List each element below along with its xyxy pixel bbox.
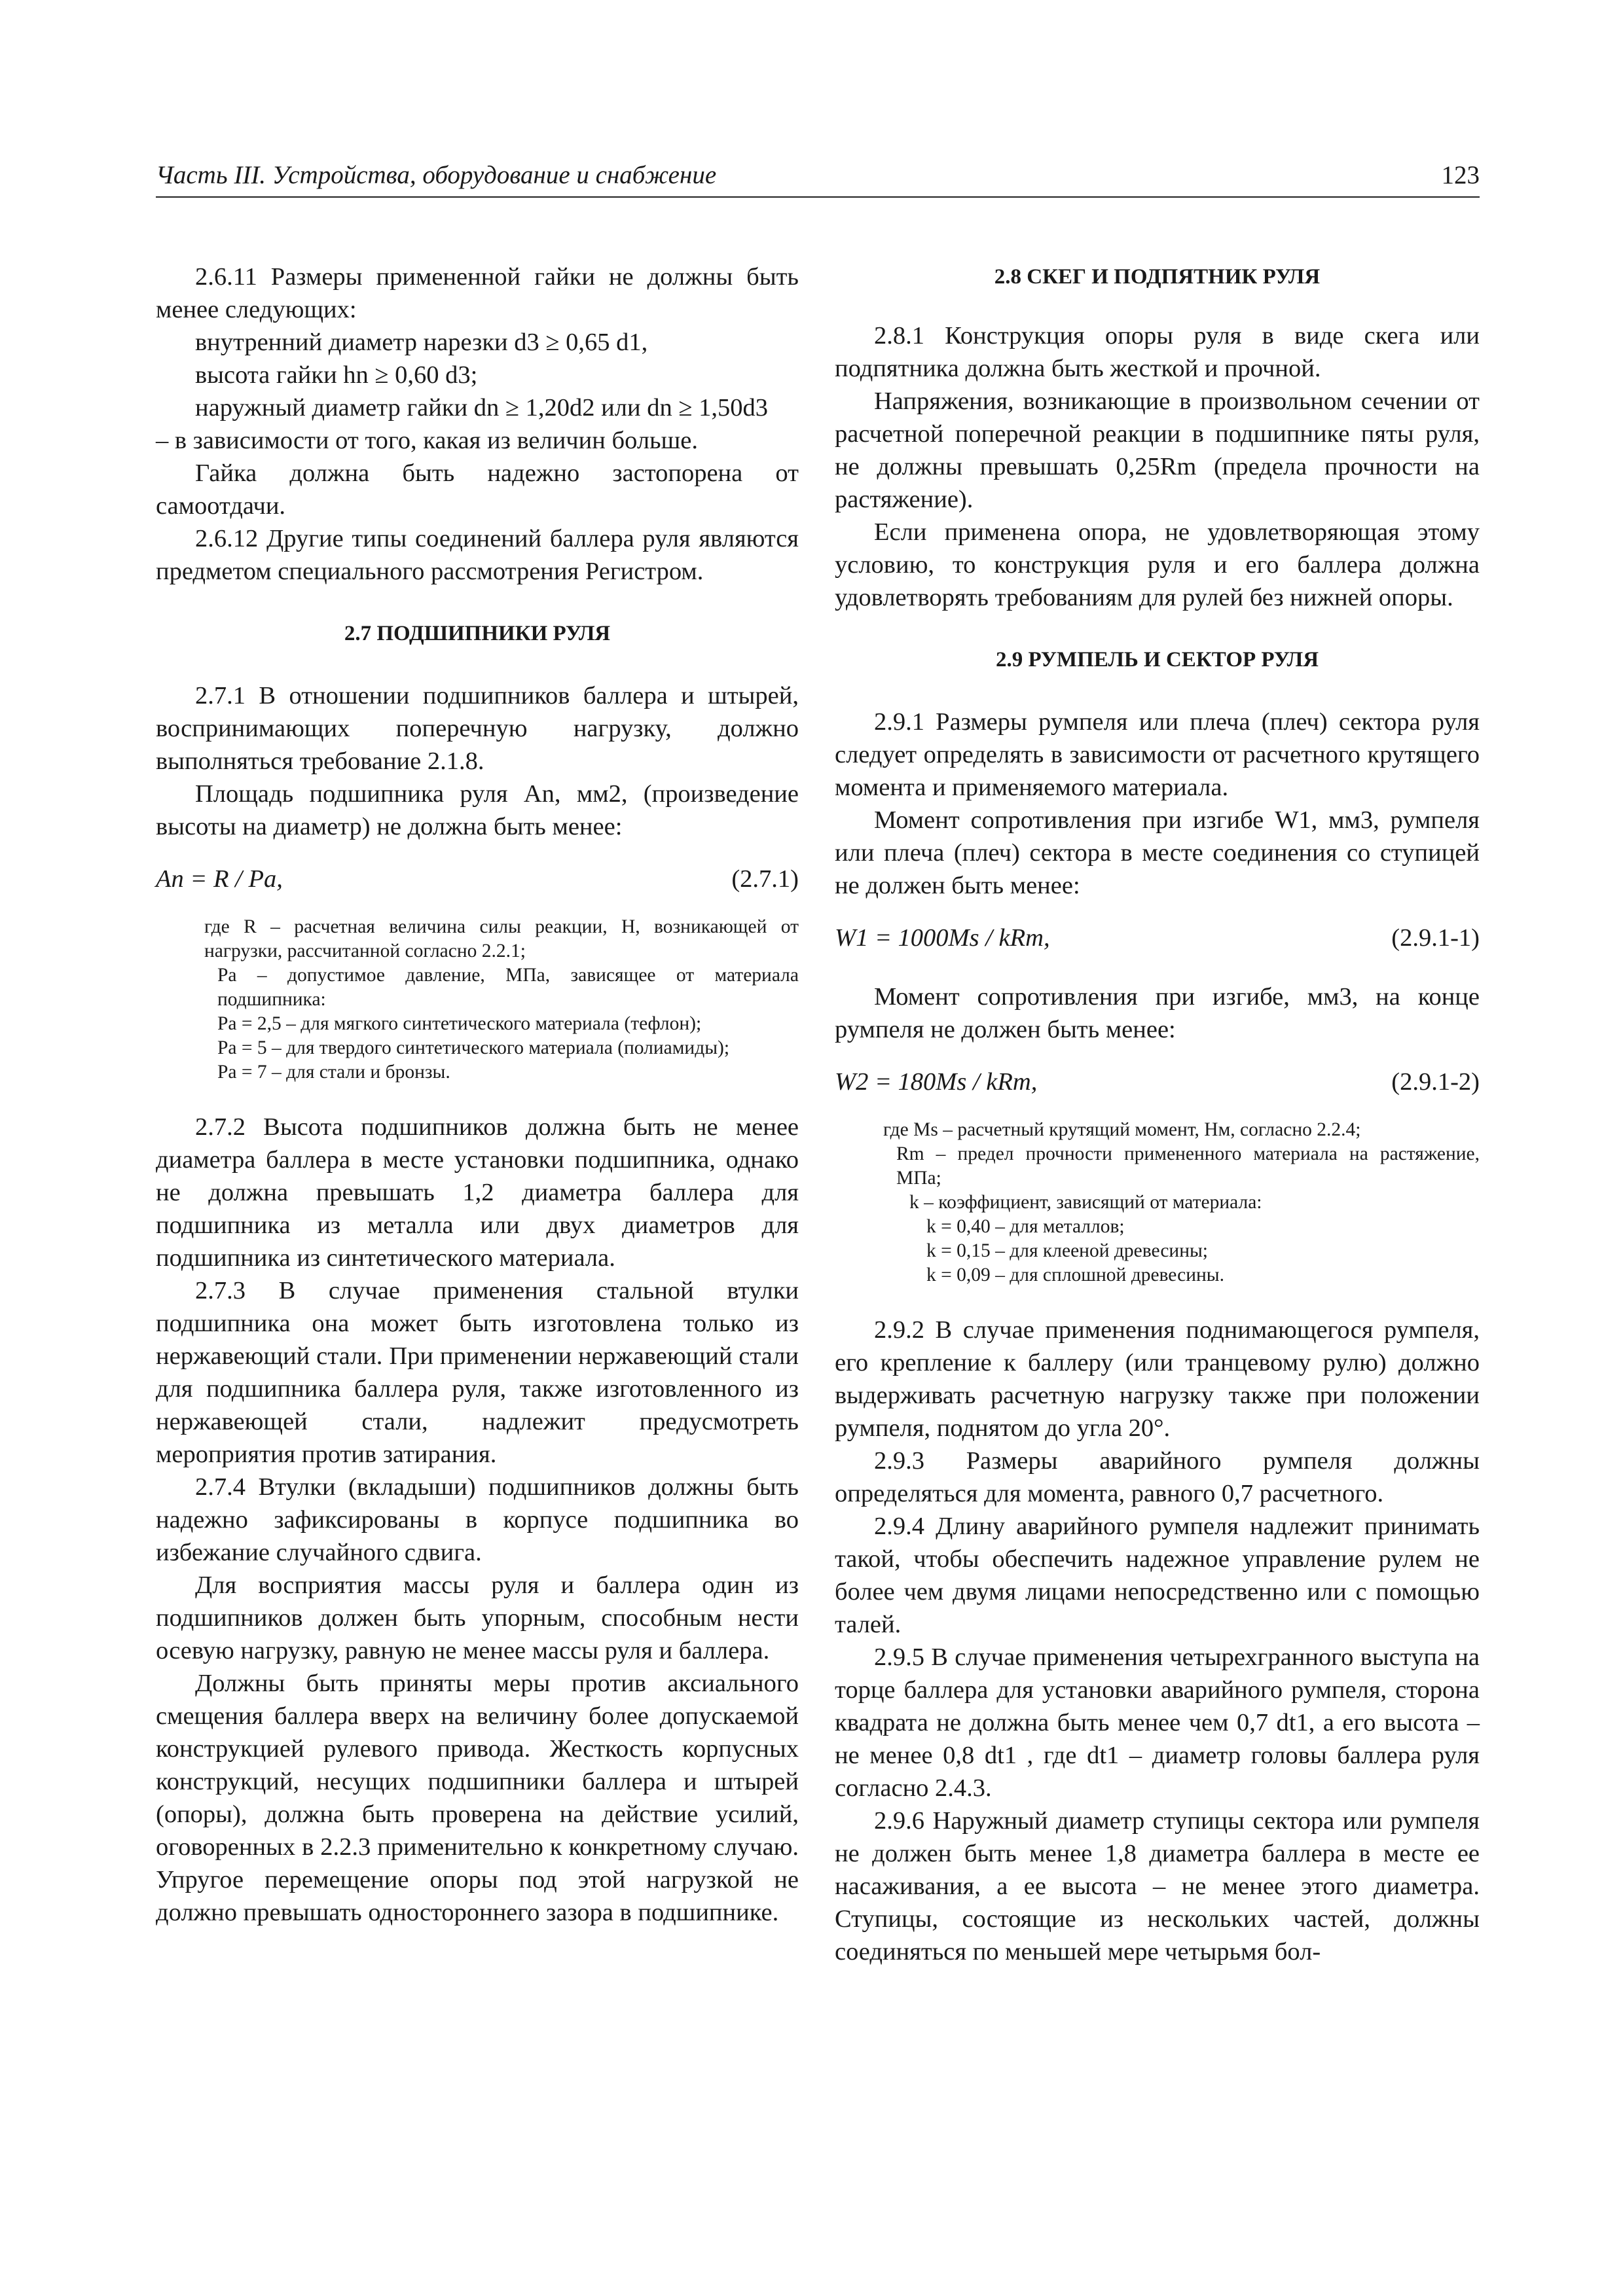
legend-row: Pa = 2,5 – для мягкого синтетического материала (тефлон); (217, 1013, 702, 1034)
legend-row: Rm – предел прочности примененного материала на растяжение, МПа; (896, 1143, 1480, 1189)
formula-number: (2.9.1-1) (1391, 924, 1480, 952)
legend-row: Pa = 7 – для стали и бронзы. (217, 1062, 450, 1083)
legend-row: где R – расчетная величина силы реакции, Н, возникающей от нагрузки, рассчитанной согласно 2.2.1; (204, 916, 799, 961)
paragraph-2-9-1: 2.9.1 Размеры румпеля или плеча (плеч) сектора руля следует определять в зависимости от расчетного крутящего момента и применяемого материала. (835, 708, 1480, 801)
formula-expression: W1 = 1000Ms / kRm, (835, 924, 1050, 952)
right-column (835, 260, 1480, 1968)
paragraph-tiller-end: Момент сопротивления при изгибе, мм3, на конце румпеля не должен быть менее: (835, 983, 1480, 1043)
paragraph-2-7-2: 2.7.2 Высота подшипников должна быть не менее диаметра баллера в месте установки подшипника, однако не должна превышать 1,2 диаметра баллера для подшипника из металла или двух диаметров для подшипника из синтетического материала. (156, 1113, 799, 1272)
paragraph-bearing-area: Площадь подшипника руля An, мм2, (произведение высоты на диаметр) не должна быть менее: (156, 780, 799, 840)
formula-expression: An = R / Pa, (156, 865, 283, 893)
legend-row: Pa – допустимое давление, МПа, зависящее от материала подшипника: (217, 965, 799, 1010)
paragraph-continuation: – в зависимости от того, какая из величин больше. (156, 427, 698, 454)
paragraph-2-9-4: 2.9.4 Длину аварийного румпеля надлежит принимать такой, чтобы обеспечить надежное управление рулем не более чем двумя лицами непосредственно или с помощью талей. (835, 1513, 1480, 1638)
formula-number: (2.9.1-2) (1391, 1068, 1480, 1096)
paragraph-2-6-12: 2.6.12 Другие типы соединений баллера руля являются предметом специального рассмотрения Регистром. (156, 525, 799, 585)
legend-row: где Ms – расчетный крутящий момент, Нм, согласно 2.2.4; (883, 1119, 1361, 1140)
paragraph-2-9-6: 2.9.6 Наружный диаметр ступицы сектора или румпеля не должен быть менее 1,8 диаметра баллера в месте ее насаживания, а ее высота – не менее этого диаметра. Ступицы, состоящие из нескольких частей, должны соединяться по меньшей мере четырьмя бол- (835, 1807, 1480, 1965)
section-heading-2-9: 2.9 РУМПЕЛЬ И СЕКТОР РУЛЯ (995, 648, 1319, 672)
page-number: 123 (1441, 161, 1480, 189)
paragraph-2-9-5: 2.9.5 В случае применения четырехгранного выступа на торце баллера для установки аварийного румпеля, сторона квадрата не должна быть менее чем 0,7 dt1, а его высота – не менее 0,8 dt1 , где dt1 – диаметр головы баллера руля согласно 2.4.3. (835, 1643, 1480, 1802)
paragraph-2-6-11: 2.6.11 Размеры примененной гайки не должны быть менее следующих: (156, 263, 799, 323)
paragraph-2-7-3: 2.7.3 В случае применения стальной втулки подшипника она может быть изготовлена только из нержавеющий стали. При применении нержавеющий стали для подшипника баллера руля, также изготовленного из нержавеющей стали, надлежит предусмотреть мероприятия против затирания. (156, 1277, 799, 1468)
paragraph-2-7-1: 2.7.1 В отношении подшипников баллера и штырей, воспринимающих поперечную нагрузку, должно выполняться требование 2.1.8. (156, 682, 799, 775)
paragraph-section-modulus: Момент сопротивления при изгибе W1, мм3, румпеля или плеча (плеч) сектора в месте соединения со ступицей не должен быть менее: (835, 806, 1480, 899)
legend-row: k = 0,40 – для металлов; (926, 1216, 1125, 1237)
paragraph-2-7-4: 2.7.4 Втулки (вкладыши) подшипников должны быть надежно зафиксированы в корпусе подшипника во избежание случайного сдвига. (156, 1473, 799, 1566)
running-title: Часть III. Устройства, оборудование и снабжение (156, 161, 717, 189)
formula-2-9-1-1 (835, 922, 1480, 954)
paragraph-2-8-1: 2.8.1 Конструкция опоры руля в виде скега или подпятника должна быть жесткой и прочной. (835, 322, 1480, 382)
formula-2-9-1-2 (835, 1066, 1480, 1098)
paragraph-nut-locking: Гайка должна быть надежно застопорена от самоотдачи. (156, 459, 799, 520)
paragraph-2-9-2: 2.9.2 В случае применения поднимающегося румпеля, его крепление к баллеру (или транцевому рулю) должно выдерживать расчетную нагрузку также при положении румпеля, поднятом до угла 20°. (835, 1316, 1480, 1442)
formula-number: (2.7.1) (731, 865, 799, 893)
legend-row: k = 0,15 – для клееной древесины; (926, 1240, 1208, 1261)
formula-line-nut-outer: наружный диаметр гайки dn ≥ 1,20d2 или dn ≥ 1,50d3 (195, 394, 768, 422)
left-column (156, 260, 799, 1929)
paragraph-thrust-bearing: Для восприятия массы руля и баллера один из подшипников должен быть упорным, способным нести осевую нагрузку, равную не менее массы руля и баллера. (156, 1571, 799, 1664)
legend-2-9-1 (835, 1118, 1480, 1287)
legend-row: k – коэффициент, зависящий от материала: (909, 1192, 1262, 1213)
formula-expression: W2 = 180Ms / kRm, (835, 1068, 1038, 1096)
formula-2-7-1 (156, 863, 799, 895)
formula-line-nut-height: высота гайки hn ≥ 0,60 d3; (195, 361, 478, 389)
legend-row: Pa = 5 – для твердого синтетического материала (полиамиды); (217, 1037, 730, 1058)
paragraph-axial-displacement: Должны быть приняты меры против аксиального смещения баллера вверх на величину более допускаемой конструкцией рулевого привода. Жесткость корпусных конструкций, несущих подшипники баллера и штырей (опоры), должна быть проверена на действие усилий, оговоренных в 2.2.3 применительно к конкретному случаю. Упругое перемещение опоры под этой нагрузкой не должно превышать одностороннего зазора в подшипнике. (156, 1670, 799, 1926)
paragraph-2-9-3: 2.9.3 Размеры аварийного румпеля должны определяться для момента, равного 0,7 расчетного. (835, 1447, 1480, 1507)
legend-2-7-1 (156, 915, 799, 1085)
section-heading-2-8: 2.8 СКЕГ И ПОДПЯТНИК РУЛЯ (994, 265, 1321, 289)
section-heading-2-7: 2.7 ПОДШИПНИКИ РУЛЯ (344, 622, 611, 645)
page-header (156, 156, 1480, 198)
legend-row: k = 0,09 – для сплошной древесины. (926, 1265, 1225, 1285)
paragraph-stresses: Напряжения, возникающие в произвольном сечении от расчетной поперечной реакции в подшипнике пяты руля, не должны превышать 0,25Rm (предела прочности на растяжение). (835, 387, 1480, 513)
formula-line-thread: внутренний диаметр нарезки d3 ≥ 0,65 d1, (195, 329, 648, 356)
paragraph-support: Если применена опора, не удовлетворяющая этому условию, то конструкция руля и его баллера должна удовлетворять требованиям для рулей без нижней опоры. (835, 518, 1480, 611)
